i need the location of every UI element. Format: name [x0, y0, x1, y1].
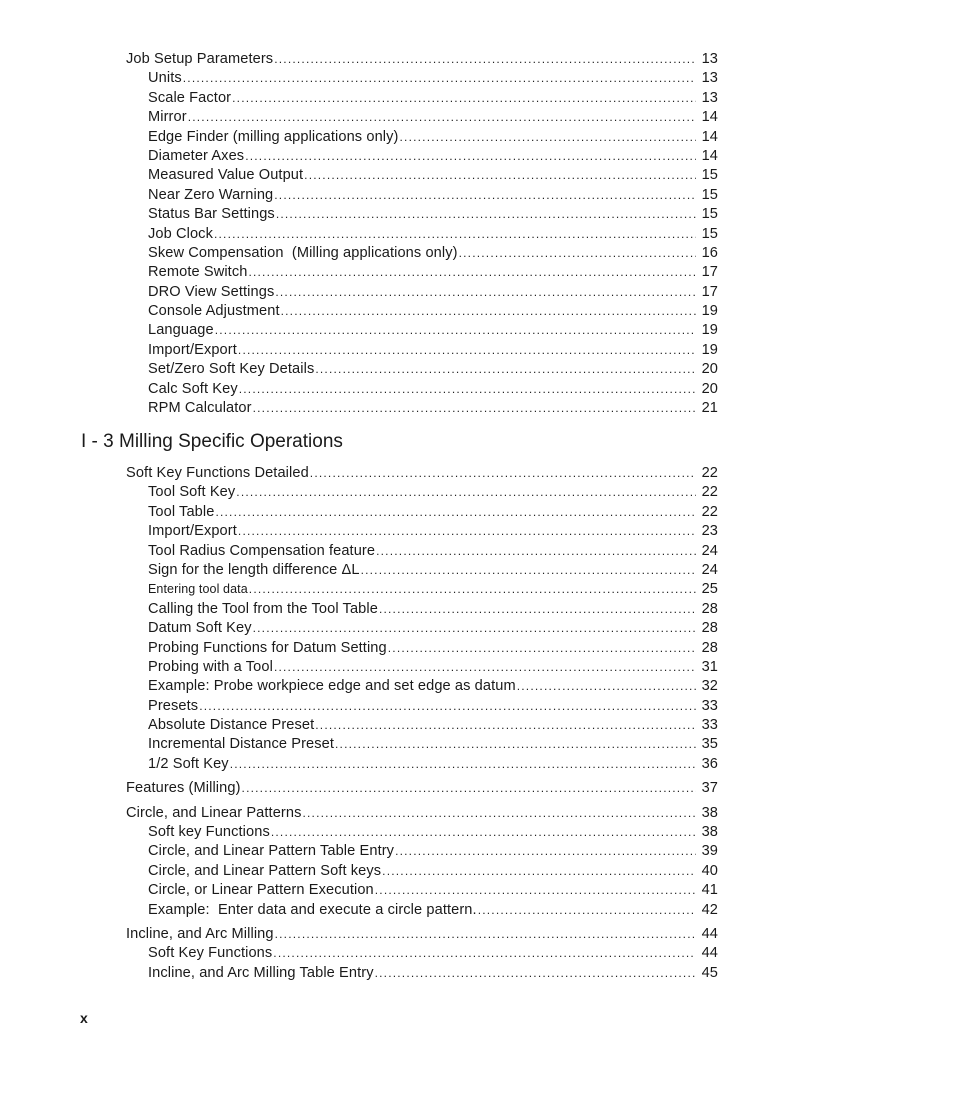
- toc-entry-title: Skew Compensation (Milling applications only): [148, 244, 458, 261]
- toc-entry-title: Status Bar Settings: [148, 206, 275, 223]
- toc-entry[interactable]: [126, 380, 718, 399]
- toc-entry-page: 24: [701, 561, 718, 578]
- toc-entry[interactable]: [126, 901, 718, 920]
- dot-leader: [375, 964, 696, 983]
- toc-entry-title: Language: [148, 322, 214, 339]
- dot-leader: [276, 205, 696, 224]
- dot-leader: [388, 639, 696, 658]
- toc-entry-page: 19: [701, 341, 718, 358]
- toc-entry-title: Probing Functions for Datum Setting: [148, 639, 387, 656]
- toc-entry-title: Incremental Distance Preset: [148, 736, 335, 753]
- toc-entry[interactable]: [126, 263, 718, 282]
- toc-entry-title: Units: [148, 70, 182, 87]
- dot-leader: [238, 341, 696, 360]
- toc-entry-title: Soft key Functions: [148, 824, 270, 841]
- toc-entry[interactable]: [126, 677, 718, 696]
- toc-entry-page: 38: [701, 804, 718, 821]
- toc-entry-page: 14: [701, 109, 718, 126]
- toc-entry-title: Absolute Distance Preset: [148, 717, 315, 734]
- dot-leader: [281, 302, 696, 321]
- toc-entry[interactable]: [126, 964, 718, 983]
- toc-entry-page: 40: [701, 862, 718, 879]
- toc-entry-title: Calc Soft Key: [148, 380, 238, 397]
- toc-entry[interactable]: [126, 823, 718, 842]
- dot-leader: [236, 483, 696, 502]
- toc-entry[interactable]: [126, 69, 718, 88]
- toc-entry-page: 15: [701, 186, 718, 203]
- dot-leader: [215, 321, 696, 340]
- toc-entry-page: 14: [701, 128, 718, 145]
- toc-entry[interactable]: [126, 944, 718, 963]
- dot-leader: [214, 225, 696, 244]
- section-heading: I - 3 Milling Specific Operations: [81, 431, 343, 452]
- toc-entry-title: Import/Export: [148, 523, 237, 540]
- toc-entry-page: 13: [701, 89, 718, 106]
- toc-entry-page: 19: [701, 322, 718, 339]
- toc-entry-title: DRO View Settings: [148, 283, 275, 300]
- toc-entry[interactable]: [126, 108, 718, 127]
- toc-entry-page: 23: [701, 523, 718, 540]
- dot-leader: [215, 503, 696, 522]
- toc-entry-page: 32: [701, 678, 718, 695]
- dot-leader: [304, 166, 696, 185]
- dot-leader: [183, 69, 696, 88]
- toc-entry[interactable]: [126, 205, 718, 224]
- toc-entry[interactable]: [126, 542, 718, 561]
- toc-entry[interactable]: [126, 503, 718, 522]
- toc-entry[interactable]: [126, 225, 718, 244]
- toc-entry-page: 45: [701, 964, 718, 981]
- toc-entry[interactable]: [126, 862, 718, 881]
- toc-entry[interactable]: [126, 580, 718, 599]
- dot-leader: [271, 823, 696, 842]
- dot-leader: [248, 263, 696, 282]
- toc-entry[interactable]: [126, 166, 718, 185]
- toc-entry-title: 1/2 Soft Key: [148, 755, 229, 772]
- toc-entry-page: 16: [701, 244, 718, 261]
- toc-entry[interactable]: [126, 399, 718, 418]
- toc-entry[interactable]: [126, 483, 718, 502]
- toc-entry-page: 42: [701, 901, 718, 918]
- toc-entry-page: 28: [701, 620, 718, 637]
- toc-entry-page: 24: [701, 542, 718, 559]
- toc-entry-title: Sign for the length difference ΔL: [148, 561, 360, 578]
- toc-entry-title: Mirror: [148, 109, 187, 126]
- toc-entry-title: Measured Value Output: [148, 167, 304, 184]
- toc-entry-page: 36: [701, 755, 718, 772]
- dot-leader: [361, 561, 696, 580]
- dot-leader: [478, 901, 696, 920]
- toc-entry-title: Import/Export: [148, 341, 237, 358]
- dot-leader: [400, 128, 697, 147]
- toc-entry[interactable]: [126, 128, 718, 147]
- dot-leader: [230, 755, 696, 774]
- toc-entry[interactable]: [126, 321, 718, 340]
- dot-leader: [188, 108, 696, 127]
- toc-entry[interactable]: [126, 600, 718, 619]
- toc-entry-title: Set/Zero Soft Key Details: [148, 361, 315, 378]
- dot-leader: [302, 804, 696, 823]
- dot-leader: [310, 464, 696, 483]
- toc-entry-page: 39: [701, 843, 718, 860]
- toc-entry[interactable]: [126, 89, 718, 108]
- toc-entry-title: Soft Key Functions Detailed: [126, 465, 309, 481]
- dot-leader: [376, 542, 696, 561]
- dot-leader: [274, 50, 696, 69]
- toc-entry-title: Circle, or Linear Pattern Execution: [148, 882, 374, 899]
- toc-entry[interactable]: [126, 842, 718, 861]
- dot-leader: [315, 360, 696, 379]
- toc-entry[interactable]: [126, 881, 718, 900]
- toc-entry[interactable]: [126, 925, 718, 944]
- toc-entry[interactable]: [126, 561, 718, 580]
- toc-entry-page: 19: [701, 303, 718, 320]
- toc-entry[interactable]: [126, 619, 718, 638]
- toc-entry[interactable]: [126, 186, 718, 205]
- toc-entry-title: Calling the Tool from the Tool Table: [148, 600, 378, 617]
- page-number-footer: x: [80, 1010, 88, 1026]
- dot-leader: [274, 186, 696, 205]
- dot-leader: [375, 881, 696, 900]
- toc-entry-page: 25: [701, 581, 718, 598]
- dot-leader: [253, 619, 696, 638]
- toc-entry[interactable]: [126, 50, 718, 69]
- toc-entry[interactable]: [126, 697, 718, 716]
- dot-leader: [395, 842, 696, 861]
- dot-leader: [275, 925, 696, 944]
- toc-entry-title: Probing with a Tool: [148, 658, 273, 675]
- toc-entry-page: 41: [701, 882, 718, 899]
- dot-leader: [245, 147, 696, 166]
- toc-entry-page: 13: [701, 70, 718, 87]
- toc-entry[interactable]: [126, 779, 718, 798]
- toc-entry-title: Example: Enter data and execute a circle pattern.: [148, 901, 477, 918]
- toc-entry-page: 35: [701, 736, 718, 753]
- toc-entry[interactable]: [126, 804, 718, 823]
- toc-entry-title: Edge Finder (milling applications only): [148, 128, 399, 145]
- toc-entry-title: Entering tool data: [148, 582, 248, 597]
- toc-entry[interactable]: [126, 464, 718, 483]
- dot-leader: [315, 716, 696, 735]
- toc-entry-title: Circle, and Linear Patterns: [126, 804, 302, 821]
- toc-entry-page: 37: [701, 780, 718, 797]
- dot-leader: [275, 283, 696, 302]
- toc-entry[interactable]: [126, 755, 718, 774]
- toc-entry-title: Incline, and Arc Milling Table Entry: [148, 964, 374, 981]
- dot-leader: [249, 580, 696, 599]
- toc-entry-title: Scale Factor: [148, 89, 232, 106]
- dot-leader: [253, 399, 696, 418]
- toc-entry-page: 14: [701, 147, 718, 164]
- toc-list-part1: [126, 50, 718, 418]
- dot-leader: [459, 244, 696, 263]
- toc-entry-title: Features (Milling): [126, 780, 241, 797]
- toc-entry-title: Tool Table: [148, 503, 215, 520]
- toc-entry[interactable]: [126, 639, 718, 658]
- toc-entry-page: 15: [701, 225, 718, 242]
- toc-entry[interactable]: [126, 735, 718, 754]
- dot-leader: [238, 522, 696, 541]
- toc-entry-title: Soft Key Functions: [148, 945, 273, 962]
- toc-entry-page: 20: [701, 361, 718, 378]
- toc-entry[interactable]: [126, 283, 718, 302]
- toc-entry-page: 31: [701, 658, 718, 675]
- toc-entry-title: Diameter Axes: [148, 147, 245, 164]
- toc-entry-title: Presets: [148, 697, 199, 714]
- toc-entry-page: 13: [701, 51, 718, 67]
- toc-entry-page: 15: [701, 167, 718, 184]
- toc-entry-title: Remote Switch: [148, 264, 248, 281]
- toc-entry[interactable]: [126, 302, 718, 321]
- toc-entry-page: 22: [701, 484, 718, 501]
- toc-entry-page: 22: [701, 465, 718, 481]
- toc-entry-page: 44: [701, 945, 718, 962]
- toc-entry[interactable]: [126, 244, 718, 263]
- dot-leader: [379, 600, 696, 619]
- toc-entry[interactable]: [126, 716, 718, 735]
- toc-entry-title: Console Adjustment: [148, 303, 280, 320]
- toc-entry-page: 22: [701, 503, 718, 520]
- dot-leader: [232, 89, 696, 108]
- dot-leader: [273, 944, 696, 963]
- toc-entry-title: RPM Calculator: [148, 400, 252, 417]
- dot-leader: [239, 380, 696, 399]
- toc-entry[interactable]: [126, 658, 718, 677]
- toc-entry-title: Near Zero Warning: [148, 186, 274, 203]
- toc-entry-page: 28: [701, 639, 718, 656]
- dot-leader: [382, 862, 696, 881]
- toc-list-part2: [126, 464, 718, 983]
- toc-entry-title: Datum Soft Key: [148, 620, 252, 637]
- dot-leader: [274, 658, 696, 677]
- toc-entry-title: Circle, and Linear Pattern Soft keys: [148, 862, 382, 879]
- toc-entry-page: 38: [701, 824, 718, 841]
- toc-entry-title: Tool Soft Key: [148, 484, 236, 501]
- dot-leader: [335, 735, 696, 754]
- toc-entry-title: Job Setup Parameters: [126, 51, 274, 67]
- toc-entry-page: 17: [701, 264, 718, 281]
- toc-entry[interactable]: [126, 522, 718, 541]
- toc-entry[interactable]: [126, 360, 718, 379]
- dot-leader: [199, 697, 696, 716]
- toc-entry-page: 44: [701, 925, 718, 942]
- toc-entry-page: 15: [701, 206, 718, 223]
- toc-entry-page: 20: [701, 380, 718, 397]
- toc-entry-page: 33: [701, 697, 718, 714]
- toc-entry[interactable]: [126, 147, 718, 166]
- toc-entry-title: Example: Probe workpiece edge and set edge as datum: [148, 678, 516, 695]
- toc-entry-page: 21: [701, 400, 718, 417]
- toc-entry-page: 17: [701, 283, 718, 300]
- dot-leader: [517, 677, 696, 696]
- toc-entry-title: Circle, and Linear Pattern Table Entry: [148, 843, 395, 860]
- toc-entry[interactable]: [126, 341, 718, 360]
- toc-entry-title: Incline, and Arc Milling: [126, 925, 274, 942]
- toc-entry-title: Job Clock: [148, 225, 213, 242]
- toc-entry-page: 28: [701, 600, 718, 617]
- toc-entry-page: 33: [701, 717, 718, 734]
- toc-entry-title: Tool Radius Compensation feature: [148, 542, 376, 559]
- dot-leader: [242, 779, 696, 798]
